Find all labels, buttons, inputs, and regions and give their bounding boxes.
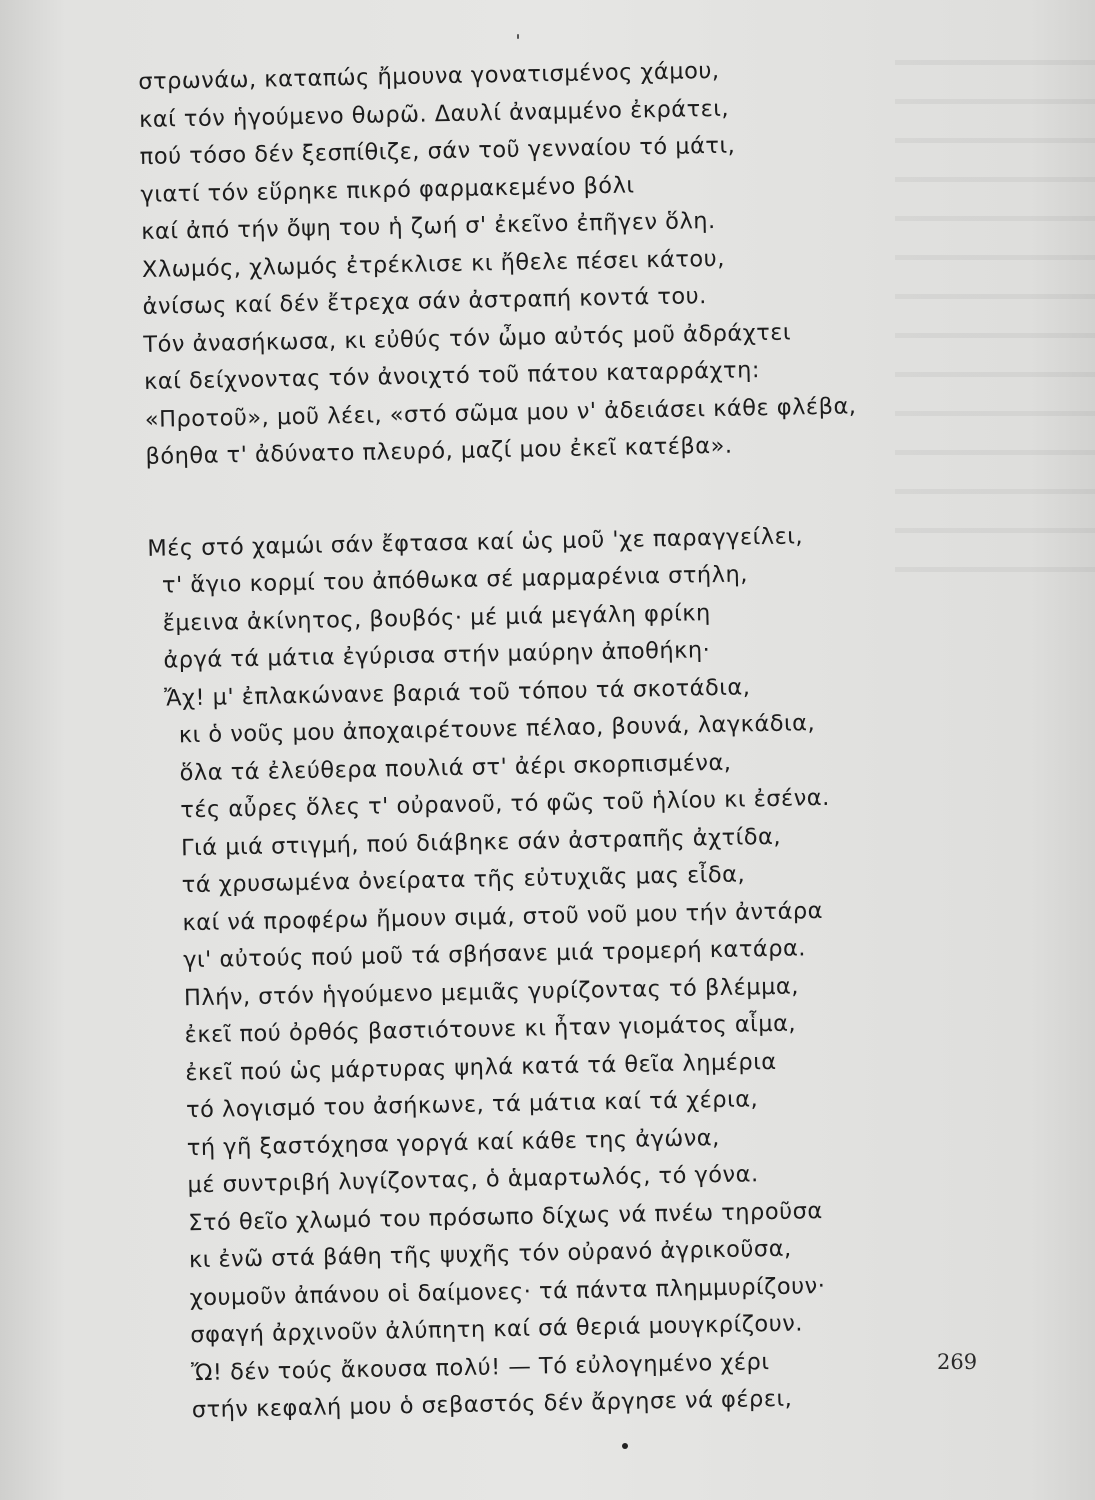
- verse-line: καί ἀπό τήν ὄψη του ἡ ζωή σ' ἐκεῖνο ἐπῆγεν ὅλη.: [140, 207, 716, 245]
- verse-line: Ἄχ! μ' ἐπλακώνανε βαριά τοῦ τόπου τά σκοτάδια,: [163, 673, 751, 712]
- verse-line: καί τόν ἡγούμενο θωρῶ. Δαυλί ἀναμμένο ἐκράτει,: [138, 95, 730, 133]
- verse-line: στρωνάω, καταπώς ἤμουνα γονατισμένος χάμου,: [138, 57, 720, 95]
- verse-line: Ὤ! δέν τούς ἄκουσα πολύ! — Τό εὐλογημένο χέρι: [190, 1348, 770, 1386]
- verse-line: καί νά προφέρω ἤμουν σιμά, στοῦ νοῦ μου τήν ἀντάρα: [182, 897, 824, 936]
- page-number: 269: [937, 1350, 978, 1374]
- stanza-2: [147, 515, 984, 1431]
- verse-line: Πλήν, στόν ἡγούμενο μεμιᾶς γυρίζοντας τό βλέμμα,: [183, 972, 800, 1011]
- verse-line: ἔμεινα ἀκίνητος, βουβός· μέ μιά μεγάλη φρίκη: [162, 599, 711, 637]
- poem-text: [138, 48, 984, 1430]
- verse-line: τή γῆ ξαστόχησα γοργά καί κάθε της ἀγώνα,: [186, 1124, 721, 1161]
- verse-line: ἐκεῖ πού ὡς μάρτυρας ψηλά κατά τά θεῖα λημέρια: [185, 1048, 777, 1086]
- verse-line: κι ὁ νοῦς μου ἀποχαιρέτουνε πέλαο, βουνά, λαγκάδια,: [178, 710, 816, 749]
- verse-line: τά χρυσωμένα ὀνείρατα τῆς εὐτυχιᾶς μας εἶδα,: [181, 861, 746, 899]
- verse-line: τές αὖρες ὅλες τ' οὐρανοῦ, τό φῶς τοῦ ἡλίου κι ἐσένα.: [180, 784, 831, 824]
- verse-line: ὅλα τά ἐλεύθερα πουλιά στ' ἀέρι σκορπισμένα,: [179, 749, 732, 786]
- verse-line: χουμοῦν ἀπάνου οἱ δαίμονες· τά πάντα πλημμυρίζουν·: [189, 1272, 826, 1311]
- verse-line: βόηθα τ' ἀδύνατο πλευρό, μαζί μου ἐκεῖ κατέβα».: [145, 432, 733, 470]
- verse-line: Μές στό χαμώι σάν ἔφτασα καί ὡς μοῦ 'χε παραγγείλει,: [147, 522, 804, 562]
- verse-line: στήν κεφαλή μου ὁ σεβαστός δέν ἄργησε νά φέρει,: [191, 1385, 793, 1424]
- verse-line: γιατί τόν εὕρηκε πικρό φαρμακεμένο βόλι: [140, 171, 635, 208]
- verse-line: γι' αὐτούς πού μοῦ τά σβήσανε μιά τρομερή κατάρα.: [182, 935, 807, 974]
- stanza-1: [138, 48, 966, 476]
- verse-line: κι ἐνῶ στά βάθη τῆς ψυχῆς τόν οὐρανό ἀγρικοῦσα,: [188, 1235, 792, 1274]
- verse-line: ἀνίσως καί δέν ἔτρεχα σάν ἀστραπή κοντά του.: [142, 283, 708, 320]
- verse-line: μέ συντριβή λυγίζοντας, ὁ ἁμαρτωλός, τό γόνα.: [187, 1161, 759, 1199]
- verse-line: πού τόσο δέν ξεσπίθιζε, σάν τοῦ γενναίου τό μάτι,: [139, 132, 736, 170]
- verse-line: τό λογισμό του ἀσήκωνε, τά μάτια καί τά χέρια,: [185, 1086, 759, 1124]
- verse-line: τ' ἅγιο κορμί του ἀπόθωκα σέ μαρμαρένια στήλη,: [161, 561, 749, 599]
- verse-line: καί δείχνοντας τόν ἀνοιχτό τοῦ πάτου καταρράχτη:: [143, 357, 761, 395]
- verse-line: σφαγή ἀρχινοῦν ἀλύπητη καί σά θεριά μουγκρίζουν.: [190, 1310, 804, 1349]
- verse-line: Στό θεῖο χλωμό του πρόσωπο δίχως νά πνέω τηροῦσα: [188, 1197, 823, 1236]
- verse-line: Γιά μιά στιγμή, πού διάβηκε σάν ἀστραπῆς ἀχτίδα,: [180, 823, 782, 861]
- verse-line: ἀργά τά μάτια ἐγύρισα στήν μαύρην ἀποθήκη·: [163, 637, 711, 674]
- verse-line: «Προτοῦ», μοῦ λέει, «στό σῶμα μου ν' ἀδειάσει κάθε φλέβα,: [144, 392, 857, 433]
- paper-speck-bottom: [622, 1443, 628, 1449]
- verse-line: Τόν ἀνασήκωσα, κι εὐθύς τόν ὦμο αὐτός μοῦ ἀδράχτει: [143, 319, 792, 358]
- paper-speck-top: [517, 34, 519, 39]
- verse-line: ἐκεῖ πού ὀρθός βαστιότουνε κι ἦταν γιομάτος αἷμα,: [184, 1010, 797, 1049]
- verse-line: Χλωμός, χλωμός ἐτρέκλισε κι ἤθελε πέσει κάτου,: [141, 245, 726, 283]
